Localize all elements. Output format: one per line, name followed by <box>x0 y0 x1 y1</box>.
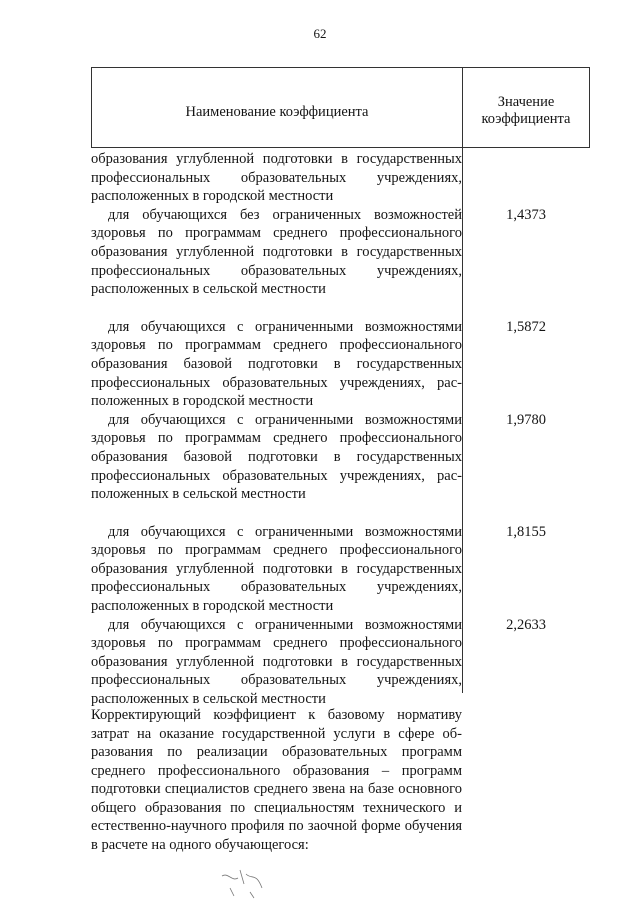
row-name: образования углубленной подготовки в государственных профессиональных образовательных учреждениях, расположенных в городской местности <box>91 151 462 205</box>
footer-paragraph: Корректирующий коэффициент к базовому нормативу затрат на оказание государственной услуги в сфере образования по реализации образовательных программ среднего профессионального образования – программ подготовки специалистов среднего звена на базе основного общего образования по специальностям технического и естественно-научного профиля по заочной форме обучения в расчете на одного обучающегося: <box>91 707 462 853</box>
row-name: для обучающихся с ограниченными возможностями здоровья по программам среднего профессионального образования углубленной подготовки в государственных профессиональных образовательных учреждениях, расположенных в городской местности <box>91 523 462 615</box>
table-row <box>91 206 590 299</box>
table-row <box>91 523 590 616</box>
table-row <box>91 318 590 411</box>
row-name: для обучающихся с ограниченными возможностями здоровья по программам среднего профессионального образования углубленной подготовки в государственных профессиональных образовательных учреждениях, расположенных в сельской местности <box>91 616 462 708</box>
row-value: 1,4373 <box>506 206 546 223</box>
row-value: 1,5872 <box>506 318 546 335</box>
table-header <box>91 67 590 148</box>
coefficient-table-body <box>91 150 590 709</box>
column-header-value: Значение коэффициента <box>481 93 571 127</box>
row-value: 2,2633 <box>506 616 546 633</box>
column-header-name: Наименование коэффициента <box>92 68 463 147</box>
row-name: для обучающихся с ограниченными возможностями здоровья по программам среднего профессионального образования базовой подготовки в государственных профессиональных образовательных учреждениях, расположенных в сельской местности <box>91 411 462 503</box>
page-number: 62 <box>313 26 327 41</box>
table-row <box>91 411 590 504</box>
table-row <box>91 616 590 709</box>
row-value: 1,9780 <box>506 411 546 428</box>
row-value: 1,8155 <box>506 523 546 540</box>
signature-mark <box>210 862 280 902</box>
row-name: для обучающихся с ограниченными возможностями здоровья по программам среднего профессионального образования базовой подготовки в государственных профессиональных образовательных учреждениях, расположенных в городской местности <box>91 318 462 410</box>
row-name: для обучающихся без ограниченных возможностей здоровья по программам среднего профессионального образования углубленной подготовки в государственных профессиональных образовательных учреждениях, расположенных в сельской местности <box>91 206 462 298</box>
table-row <box>91 150 590 206</box>
